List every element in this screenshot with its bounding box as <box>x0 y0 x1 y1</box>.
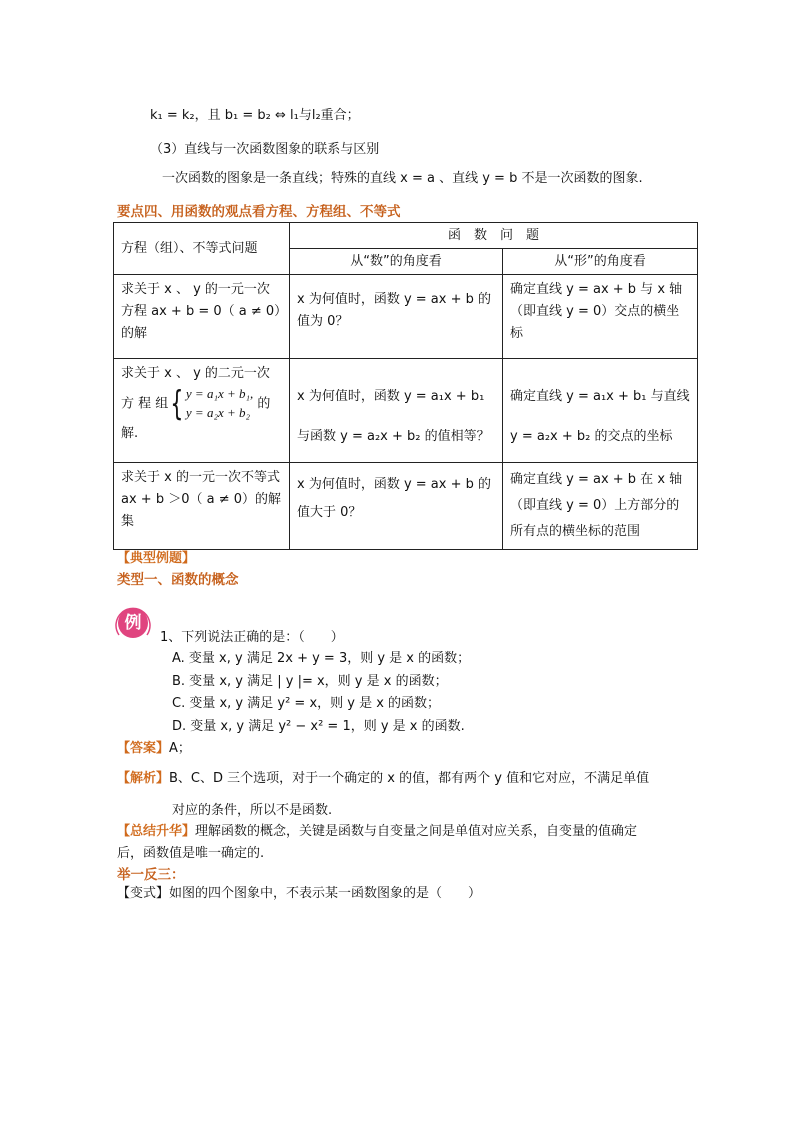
option-a: A. 变量 x, y 满足 2x + y = 3，则 y 是 x 的函数； <box>172 651 471 666</box>
section4-title: 要点四、用函数的观点看方程、方程组、不等式 <box>117 204 401 220</box>
table-row <box>114 463 698 550</box>
text-special-lines: 一次函数的图象是一条直线；特殊的直线 x = a 、直线 y = b 不是一次函数的图象. <box>162 171 643 186</box>
row3-problem: 求关于 x 的一元一次不等式 ax + b ＞0（ a ≠ 0）的解集 <box>114 463 290 550</box>
summary <box>117 823 637 841</box>
variant-label: 【变式】 <box>117 886 170 901</box>
analysis-text-1: B、C、D 三个选项，对于一个确定的 x 的值，都有两个 y 值和它对应，不满足单值 <box>169 771 650 786</box>
answer <box>117 740 191 758</box>
row2-problem-pre: 求关于 x 、 y 的二元一次方 程 组 <box>121 366 270 412</box>
analysis-line-2: 对应的条件，所以不是函数. <box>172 803 333 818</box>
option-b: B. 变量 x, y 满足 | y |= x，则 y 是 x 的函数； <box>172 674 448 689</box>
table-row <box>114 359 698 463</box>
col2-header: 从“数”的角度看 <box>290 249 503 275</box>
analysis <box>117 770 649 788</box>
type1-title: 类型一、函数的概念 <box>117 572 239 588</box>
table-row <box>114 275 698 359</box>
row3-number-view: x 为何值时，函数 y = ax + b 的值大于 0？ <box>290 463 503 550</box>
top-line-2 <box>150 141 379 159</box>
row2-shape-view: 确定直线 y = a₁x + b₁ 与直线 y = a₂x + b₂ 的交点的坐标 <box>503 359 698 463</box>
equation-system <box>186 385 253 423</box>
summary-line-2: 后，函数值是唯一确定的. <box>117 846 265 861</box>
row2-problem-post: 的解. <box>121 396 271 441</box>
row1-number-view: x 为何值时，函数 y = ax + b 的值为 0？ <box>290 275 503 359</box>
text-k-equal: k₁ = k₂，且 b₁ = b₂ ⇔ l₁与l₂重合； <box>150 108 360 123</box>
practice-title: 举一反三： <box>117 867 185 883</box>
equation-1: y = a₁x + b₁, <box>185 386 254 401</box>
top-line-1 <box>150 107 360 125</box>
variant-text: 如图的四个图象中，不表示某一函数图象的是（ ） <box>169 886 482 901</box>
row2-problem <box>114 359 290 463</box>
option-d: D. 变量 x, y 满足 y² − x² = 1，则 y 是 x 的函数. <box>172 719 465 734</box>
text-line-vs-function: （3）直线与一次函数图象的联系与区别 <box>150 142 380 157</box>
examples-title: 【典型例题】 <box>117 551 196 566</box>
col1-header: 方程（组）、不等式问题 <box>114 223 290 275</box>
row1-problem: 求关于 x 、 y 的一元一次方程 ax + b = 0（ a ≠ 0）的解 <box>114 275 290 359</box>
row3-shape-view: 确定直线 y = ax + b 在 x 轴（即直线 y = 0）上方部分的所有点的横坐标的范围 <box>503 463 698 550</box>
example-badge: 例 <box>118 608 148 638</box>
equation-2: y = a₂x + b₂ <box>185 405 251 420</box>
answer-label: 【答案】 <box>117 741 170 756</box>
key-points-table <box>113 222 698 550</box>
variant <box>117 885 481 903</box>
summary-text-1: 理解函数的概念，关键是函数与自变量之间是单值对应关系，自变量的值确定 <box>195 824 638 839</box>
analysis-label: 【解析】 <box>117 771 170 786</box>
question-stem: 1、下列说法正确的是：（ ） <box>160 630 344 645</box>
row2-number-view: x 为何值时，函数 y = a₁x + b₁ 与函数 y = a₂x + b₂ 的值相等？ <box>290 359 503 463</box>
option-c: C. 变量 x, y 满足 y² = x，则 y 是 x 的函数； <box>172 696 441 711</box>
col3-header: 从“形”的角度看 <box>503 249 698 275</box>
answer-text: A； <box>169 741 191 756</box>
left-brace-icon: { <box>170 384 184 424</box>
summary-label: 【总结升华】 <box>117 824 196 839</box>
row1-shape-view: 确定直线 y = ax + b 与 x 轴（即直线 y = 0）交点的横坐标 <box>503 275 698 359</box>
function-group-header: 函 数 问 题 <box>290 223 698 249</box>
top-line-3 <box>162 170 643 188</box>
